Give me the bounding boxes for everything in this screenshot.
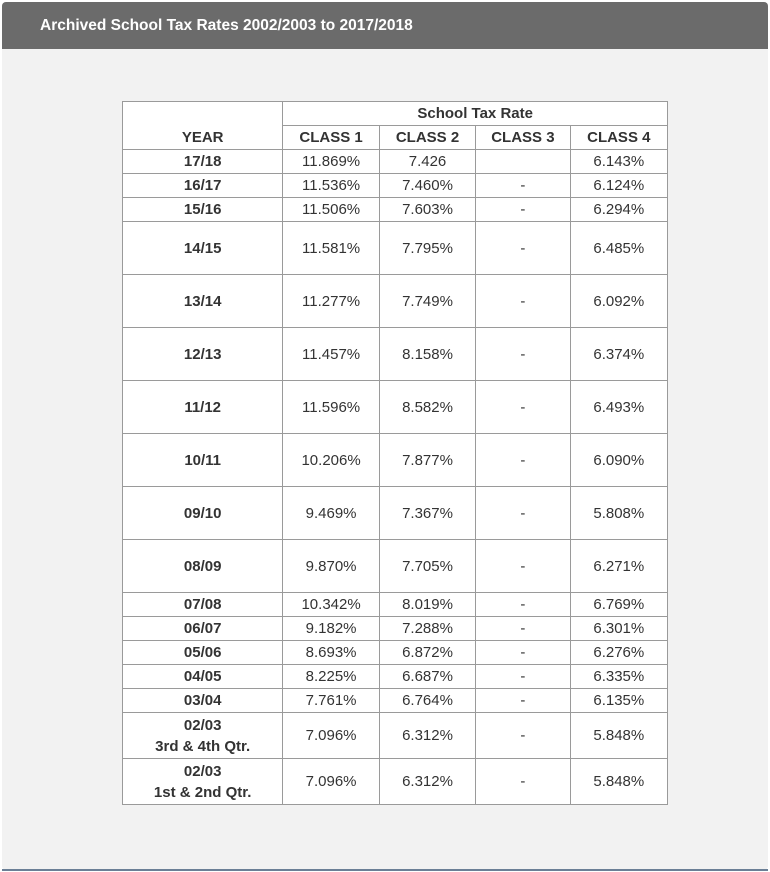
- quarter-label: 3rd & 4th Qtr.: [155, 737, 251, 755]
- table-row: [123, 689, 668, 713]
- class-4-rate-cell: 6.271%: [570, 540, 667, 593]
- class-1-rate-cell: 7.761%: [283, 689, 379, 713]
- class-3-rate-cell: -: [476, 222, 570, 275]
- table-row: [123, 198, 668, 222]
- class-1-rate-cell: 11.457%: [283, 328, 379, 381]
- column-header-year: YEAR: [123, 126, 283, 150]
- year-label: 13/14: [183, 292, 222, 310]
- year-cell: [123, 198, 283, 222]
- year-label: 03/04: [183, 692, 222, 709]
- empty-corner-cell: [123, 102, 283, 126]
- year-cell: [123, 222, 283, 275]
- table-row: [123, 713, 668, 759]
- class-1-rate-cell: 11.277%: [283, 275, 379, 328]
- class-2-rate-cell: 6.687%: [379, 665, 475, 689]
- class-3-rate-cell: -: [476, 641, 570, 665]
- table-row: [123, 641, 668, 665]
- year-cell: [123, 381, 283, 434]
- year-cell: [123, 689, 283, 713]
- table-row: [123, 617, 668, 641]
- table-row: [123, 381, 668, 434]
- class-3-rate-cell: -: [476, 487, 570, 540]
- year-cell: [123, 150, 283, 174]
- year-label: 05/06: [183, 644, 222, 661]
- class-3-rate-cell: -: [476, 174, 570, 198]
- year-cell: [123, 328, 283, 381]
- class-4-rate-cell: 6.124%: [570, 174, 667, 198]
- year-cell: [123, 174, 283, 198]
- table-row: [123, 540, 668, 593]
- year-cell: [123, 713, 283, 759]
- year-label: 02/03: [183, 716, 222, 734]
- quarter-label: 1st & 2nd Qtr.: [153, 783, 252, 801]
- year-cell: [123, 617, 283, 641]
- class-2-rate-cell: 8.582%: [379, 381, 475, 434]
- class-4-rate-cell: 5.808%: [570, 487, 667, 540]
- class-3-rate-cell: -: [476, 759, 570, 805]
- class-1-rate-cell: 10.206%: [283, 434, 379, 487]
- class-2-rate-cell: 8.019%: [379, 593, 475, 617]
- panel-header: [2, 2, 768, 49]
- year-cell: [123, 593, 283, 617]
- year-cell: [123, 434, 283, 487]
- year-label: 07/08: [183, 596, 222, 613]
- class-4-rate-cell: 6.092%: [570, 275, 667, 328]
- table-body: [123, 150, 668, 805]
- class-2-rate-cell: 7.877%: [379, 434, 475, 487]
- class-2-rate-cell: 7.426: [379, 150, 475, 174]
- class-1-rate-cell: 8.693%: [283, 641, 379, 665]
- table-row: [123, 434, 668, 487]
- year-cell: [123, 641, 283, 665]
- class-2-rate-cell: 7.795%: [379, 222, 475, 275]
- table-row: [123, 487, 668, 540]
- table-row: [123, 174, 668, 198]
- bottom-divider: [2, 869, 768, 871]
- year-label: 12/13: [183, 345, 222, 363]
- class-2-rate-cell: 7.288%: [379, 617, 475, 641]
- class-4-rate-cell: 6.135%: [570, 689, 667, 713]
- column-header-class-4: CLASS 4: [570, 126, 667, 150]
- table-row: [123, 759, 668, 805]
- column-header-class-3: CLASS 3: [476, 126, 570, 150]
- table-row: [123, 150, 668, 174]
- class-4-rate-cell: 6.143%: [570, 150, 667, 174]
- class-4-rate-cell: 6.493%: [570, 381, 667, 434]
- class-1-rate-cell: 9.870%: [283, 540, 379, 593]
- table-row: [123, 275, 668, 328]
- year-cell: [123, 540, 283, 593]
- class-1-rate-cell: 11.506%: [283, 198, 379, 222]
- table-row: [123, 665, 668, 689]
- class-2-rate-cell: 6.764%: [379, 689, 475, 713]
- class-2-rate-cell: 6.872%: [379, 641, 475, 665]
- class-2-rate-cell: 7.749%: [379, 275, 475, 328]
- year-label: 04/05: [183, 668, 222, 685]
- class-4-rate-cell: 6.090%: [570, 434, 667, 487]
- class-3-rate-cell: -: [476, 689, 570, 713]
- class-1-rate-cell: 7.096%: [283, 759, 379, 805]
- class-4-rate-cell: 6.374%: [570, 328, 667, 381]
- year-label: 06/07: [183, 620, 222, 637]
- class-2-rate-cell: 7.705%: [379, 540, 475, 593]
- class-4-rate-cell: 6.294%: [570, 198, 667, 222]
- class-4-rate-cell: 5.848%: [570, 759, 667, 805]
- class-2-rate-cell: 6.312%: [379, 713, 475, 759]
- table-row: [123, 328, 668, 381]
- year-label: 17/18: [183, 153, 222, 170]
- table-row: [123, 222, 668, 275]
- class-1-rate-cell: 7.096%: [283, 713, 379, 759]
- class-2-rate-cell: 6.312%: [379, 759, 475, 805]
- class-3-rate-cell: -: [476, 198, 570, 222]
- year-label: 10/11: [184, 451, 222, 469]
- class-1-rate-cell: 11.536%: [283, 174, 379, 198]
- panel-title: Archived School Tax Rates 2002/2003 to 2017/2018: [40, 17, 413, 34]
- class-4-rate-cell: 5.848%: [570, 713, 667, 759]
- class-3-rate-cell: -: [476, 540, 570, 593]
- class-2-rate-cell: 7.603%: [379, 198, 475, 222]
- year-label: 15/16: [183, 201, 222, 218]
- class-4-rate-cell: 6.485%: [570, 222, 667, 275]
- class-1-rate-cell: 11.596%: [283, 381, 379, 434]
- class-3-rate-cell: -: [476, 593, 570, 617]
- class-3-rate-cell: -: [476, 328, 570, 381]
- class-3-rate-cell: -: [476, 665, 570, 689]
- year-label: 08/09: [183, 557, 222, 575]
- class-1-rate-cell: 11.581%: [283, 222, 379, 275]
- class-2-rate-cell: 8.158%: [379, 328, 475, 381]
- class-4-rate-cell: 6.769%: [570, 593, 667, 617]
- class-1-rate-cell: 10.342%: [283, 593, 379, 617]
- class-3-rate-cell: [476, 150, 570, 174]
- archive-panel: [2, 2, 768, 870]
- class-3-rate-cell: -: [476, 434, 570, 487]
- class-2-rate-cell: 7.367%: [379, 487, 475, 540]
- class-3-rate-cell: -: [476, 713, 570, 759]
- column-header-class-1: CLASS 1: [283, 126, 379, 150]
- class-1-rate-cell: 9.469%: [283, 487, 379, 540]
- year-cell: [123, 275, 283, 328]
- class-1-rate-cell: 9.182%: [283, 617, 379, 641]
- table-row: [123, 593, 668, 617]
- class-1-rate-cell: 11.869%: [283, 150, 379, 174]
- year-cell: [123, 759, 283, 805]
- class-4-rate-cell: 6.276%: [570, 641, 667, 665]
- year-cell: [123, 487, 283, 540]
- school-tax-rate-table: [122, 101, 668, 805]
- class-3-rate-cell: -: [476, 275, 570, 328]
- year-label: 14/15: [183, 239, 222, 257]
- year-label: 16/17: [183, 177, 222, 194]
- class-1-rate-cell: 8.225%: [283, 665, 379, 689]
- year-label: 02/03: [183, 762, 222, 780]
- class-2-rate-cell: 7.460%: [379, 174, 475, 198]
- year-label: 11/12: [184, 398, 222, 416]
- column-header-class-2: CLASS 2: [379, 126, 475, 150]
- class-4-rate-cell: 6.335%: [570, 665, 667, 689]
- class-4-rate-cell: 6.301%: [570, 617, 667, 641]
- year-cell: [123, 665, 283, 689]
- year-label: 09/10: [183, 504, 222, 522]
- table-caption: School Tax Rate: [283, 102, 668, 126]
- class-3-rate-cell: -: [476, 617, 570, 641]
- class-3-rate-cell: -: [476, 381, 570, 434]
